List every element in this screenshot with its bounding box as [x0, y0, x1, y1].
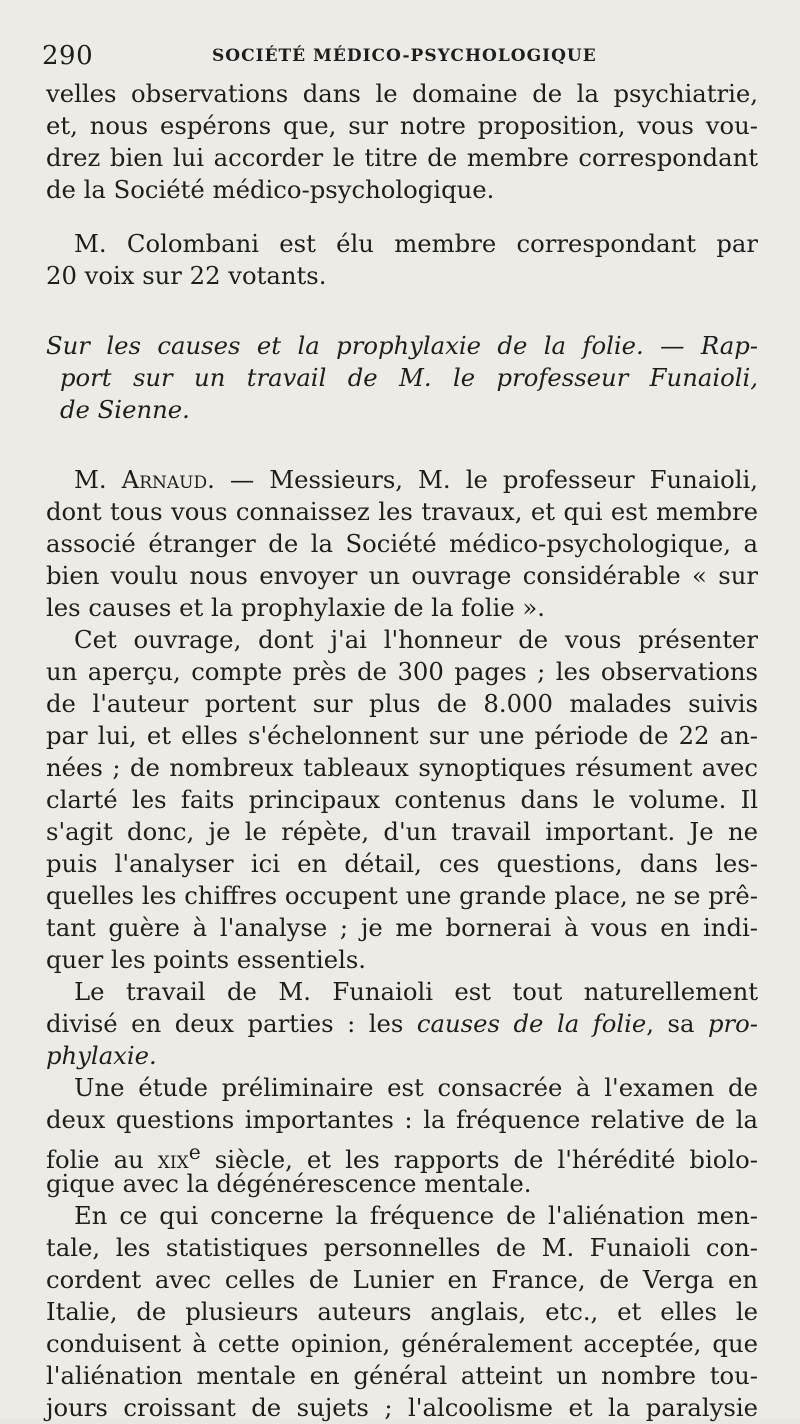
- text-line: drez bien lui accorder le titre de membre correspondant: [46, 143, 758, 172]
- running-title: SOCIÉTÉ MÉDICO-PSYCHOLOGIQUE: [212, 46, 597, 66]
- text-line: [46, 464, 758, 496]
- text-line: Le travail de M. Funaioli est tout naturellement: [74, 977, 758, 1006]
- text-line: quelles les chiffres occupent une grande place, ne se prê-: [46, 881, 758, 910]
- text-line: Italie, de plusieurs auteurs anglais, etc., et elles le: [46, 1297, 758, 1326]
- text-line: tale, les statistiques personnelles de M. Funaioli con-: [46, 1233, 758, 1262]
- section-title-line: port sur un travail de M. le professeur Funaioli,: [60, 363, 758, 392]
- superscript: e: [188, 1140, 201, 1164]
- text-line: velles observations dans le domaine de la psychiatrie,: [46, 79, 758, 108]
- text-line: par lui, et elles s'échelonnent sur une période de 22 an-: [46, 721, 758, 750]
- paragraph-gap: [46, 206, 758, 228]
- speaker-name: M. Arnaud.: [74, 465, 215, 494]
- text-line: jours croissant de sujets ; l'alcoolisme et la paralysie: [46, 1393, 758, 1422]
- italic-span: causes de la folie: [416, 1009, 647, 1038]
- text-line: Une étude préliminaire est consacrée à l'examen de: [74, 1073, 758, 1102]
- section-title-line: de Sienne.: [60, 395, 190, 424]
- text-line: associé étranger de la Société médico-psychologique, a: [46, 529, 758, 558]
- text-line: un aperçu, compte près de 300 pages ; les observations: [46, 657, 758, 686]
- text-line: dont tous vous connaissez les travaux, et qui est membre: [46, 497, 758, 526]
- paragraph-election: [46, 228, 758, 292]
- page-number: 290: [42, 41, 94, 71]
- text-line: l'aliénation mentale en général atteint un nombre tou-: [46, 1361, 758, 1390]
- text-span: , sa: [646, 1009, 708, 1038]
- text-span: divisé en deux parties : les: [46, 1009, 417, 1038]
- text-line: bien voulu nous envoyer un ouvrage considérable « sur: [46, 561, 758, 590]
- text-line: phylaxie.: [46, 1041, 157, 1070]
- text-line: 20 voix sur 22 votants.: [46, 261, 327, 290]
- text-line: gique avec la dégénérescence mentale.: [46, 1169, 532, 1198]
- paragraph-continuation: [46, 78, 758, 206]
- italic-span: pro-: [707, 1009, 758, 1038]
- section-gap: [46, 292, 758, 330]
- text-line: tant guère à l'analyse ; je me bornerai à vous en indi-: [46, 913, 758, 942]
- text-line: nées ; de nombreux tableaux synoptiques résument avec: [46, 753, 758, 782]
- text-line: [46, 1136, 758, 1175]
- text-line: de la Société médico-psychologique.: [46, 175, 495, 204]
- text-line: puis l'analyser ici en détail, ces questions, dans les-: [46, 849, 758, 878]
- section-gap: [46, 426, 758, 464]
- text-line: clarté les faits principaux contenus dans le volume. Il: [46, 785, 758, 814]
- page-body: [46, 78, 758, 1424]
- text-line: les causes et la prophylaxie de la folie ».: [46, 593, 546, 622]
- text-line: [46, 1008, 758, 1040]
- text-line: cordent avec celles de Lunier en France, de Verga en: [46, 1265, 758, 1294]
- text-line: conduisent à cette opinion, généralement acceptée, que: [46, 1329, 758, 1358]
- century-numeral: xix: [157, 1145, 189, 1175]
- text-line: Cet ouvrage, dont j'ai l'honneur de vous présenter: [74, 625, 758, 654]
- text-line: et, nous espérons que, sur notre proposition, vous vou-: [46, 111, 758, 140]
- text-line: deux questions importantes : la fréquence relative de la: [46, 1105, 758, 1134]
- text-span: folie au: [46, 1145, 158, 1175]
- text-line: En ce qui concerne la fréquence de l'aliénation men-: [74, 1201, 758, 1230]
- section-title: [46, 330, 758, 426]
- text-line: quer les points essentiels.: [46, 945, 367, 974]
- text-line: M. Colombani est élu membre correspondant par: [74, 229, 758, 258]
- page-header: [42, 38, 762, 74]
- text-line: s'agit donc, je le répète, d'un travail important. Je ne: [46, 817, 758, 846]
- text-span: — Messieurs, M. le professeur Funaioli,: [214, 465, 758, 494]
- text-span: siècle, et les rapports de l'hérédité biolo-: [200, 1145, 758, 1175]
- paragraph-arnaud: [46, 464, 758, 624]
- paragraph-travail: [46, 976, 758, 1072]
- text-line: de l'auteur portent sur plus de 8.000 malades suivis: [46, 689, 758, 718]
- paragraph-etude: [46, 1072, 758, 1200]
- paragraph-ouvrage: [46, 624, 758, 976]
- paragraph-frequence: [46, 1200, 758, 1424]
- section-title-line: Sur les causes et la prophylaxie de la folie. — Rap-: [46, 331, 758, 360]
